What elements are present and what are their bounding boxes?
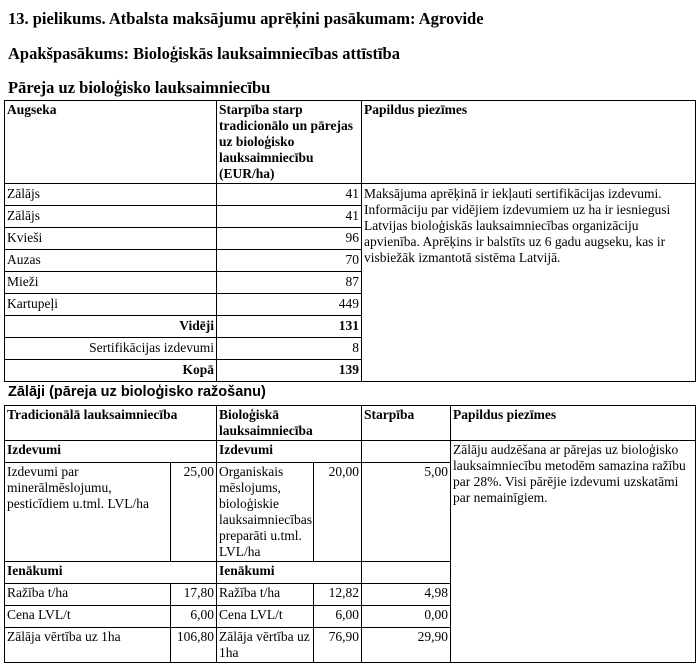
bio-label: Organiskais mēslojums, bioloģiskie lauksaimniecības preparāti u.tml. LVL/ha [217,463,314,562]
trad-label: Cena LVL/t [5,606,171,628]
empty-cell [362,441,451,463]
crop-value: 449 [217,294,362,316]
section2-title: Zālāji (pāreja uz bioloģisko ražošanu) [8,384,266,400]
diff-value: 5,00 [362,463,451,562]
crop-value: 96 [217,228,362,250]
crop-name: Zālājs [5,184,217,206]
bio-label: Ražība t/ha [217,584,314,606]
header-notes: Papildus piezīmes [451,406,696,441]
header-notes: Papildus piezīmes [362,101,696,184]
expenses-label: Izdevumi [217,441,362,463]
header-crop: Augseka [5,101,217,184]
average-value: 131 [217,316,362,338]
bio-label: Cena LVL/t [217,606,314,628]
table-header-row [5,406,696,441]
bio-value: 76,90 [314,628,362,663]
crop-value: 41 [217,184,362,206]
diff-value: 29,90 [362,628,451,663]
bio-label: Zālāja vērtība uz 1ha [217,628,314,663]
trad-label: Zālāja vērtība uz 1ha [5,628,171,663]
income-label: Ienākumi [217,562,362,584]
trad-label: Ražība t/ha [5,584,171,606]
crop-rotation-table [4,100,696,382]
trad-value: 6,00 [171,606,217,628]
header-organic: Bioloģiskā lauksaimniecība [217,406,362,441]
total-value: 139 [217,360,362,382]
trad-label: Izdevumi par minerālmēslojumu, pesticīdiem u.tml. LVL/ha [5,463,171,562]
trad-value: 106,80 [171,628,217,663]
crop-name: Kartupeļi [5,294,217,316]
crop-name: Zālājs [5,206,217,228]
bio-value: 12,82 [314,584,362,606]
table-header-row [5,101,696,184]
crop-value: 41 [217,206,362,228]
diff-value: 4,98 [362,584,451,606]
grassland-table [4,405,696,663]
average-label: Vidēji [5,316,217,338]
section1-title: Pāreja uz bioloģisko lauksaimniecību [8,78,271,97]
certification-label: Sertifikācijas izdevumi [5,338,217,360]
total-label: Kopā [5,360,217,382]
appendix-title: 13. pielikums. Atbalsta maksājumu aprēķini pasākumam: Agrovide [8,9,484,28]
submeasure-title: Apakšpasākums: Bioloģiskās lauksaimniecības attīstība [8,44,400,63]
income-label: Ienākumi [5,562,217,584]
crop-name: Auzas [5,250,217,272]
crop-value: 70 [217,250,362,272]
notes-cell: Maksājuma aprēķinā ir iekļauti sertifikācijas izdevumi. Informāciju par vidējiem izdevumiem uz ha ir iesniegusi Latvijas bioloģiskās lauksaimniecības organizāciju apvienība. Aprēķins ir balstīts uz 6 gadu augseku, kas ir visbiežāk izmantotā sistēma Latvijā. [362,184,696,382]
expenses-heading-row [5,441,696,463]
notes-cell: Zālāju audzēšana ar pārejas uz bioloģisko lauksaimniecību metodēm samazina ražību par 28%. Visi pārējie izdevumi uzskatāmi par nemainīgiem. [451,441,696,663]
trad-value: 17,80 [171,584,217,606]
crop-name: Mieži [5,272,217,294]
bio-value: 20,00 [314,463,362,562]
table-row [5,184,696,206]
empty-cell [362,562,451,584]
crop-name: Kvieši [5,228,217,250]
diff-value: 0,00 [362,606,451,628]
header-difference: Starpība [362,406,451,441]
trad-value: 25,00 [171,463,217,562]
crop-value: 87 [217,272,362,294]
bio-value: 6,00 [314,606,362,628]
expenses-label: Izdevumi [5,441,217,463]
header-difference: Starpība starp tradicionālo un pārejas uz bioloģisko lauksaimniecību (EUR/ha) [217,101,362,184]
header-traditional: Tradicionālā lauksaimniecība [5,406,217,441]
certification-value: 8 [217,338,362,360]
